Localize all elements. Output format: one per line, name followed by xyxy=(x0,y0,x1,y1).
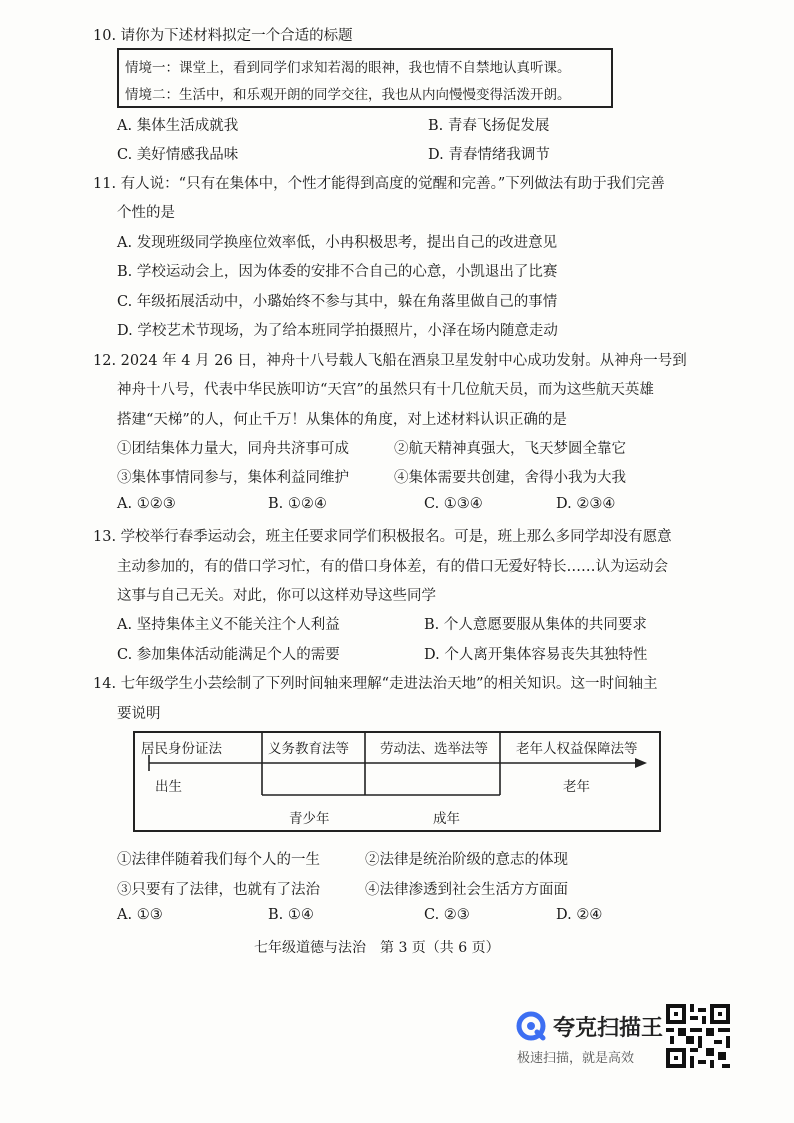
q11-stem-line2: 个性的是 xyxy=(117,205,175,221)
page-footer: 七年级道德与法治 第 3 页（共 6 页） xyxy=(254,940,500,956)
q14-option-d: D. ②④ xyxy=(556,907,603,923)
q12-option-a: A. ①②③ xyxy=(117,496,176,512)
q11-option-d: D. 学校艺术节现场，为了给本班同学拍摄照片，小泽在场内随意走动 xyxy=(117,323,558,339)
q13-option-d: D. 个人离开集体容易丧失其独特性 xyxy=(424,647,648,663)
q12-statement-4: ④集体需要共创建，舍得小我为大我 xyxy=(394,470,626,486)
q11-stem-line1: 11. 有人说：“只有在集体中，个性才能得到高度的觉醒和完善。”下列做法有助于我们完善 xyxy=(93,176,665,192)
q12-statement-1: ①团结集体力量大，同舟共济事可成 xyxy=(117,441,349,457)
q12-option-b: B. ①②④ xyxy=(268,496,327,512)
q10-stem: 10. 请你为下述材料拟定一个合适的标题 xyxy=(93,28,353,44)
q14-statement-1: ①法律伴随着我们每个人的一生 xyxy=(117,852,320,868)
q14-stem-line1: 14. 七年级学生小芸绘制了下列时间轴来理解“走进法治天地”的相关知识。这一时间轴主 xyxy=(93,676,658,692)
timeline-law-1: 居民身份证法 xyxy=(141,741,222,757)
q11-option-a: A. 发现班级同学换座位效率低，小冉积极思考，提出自己的改进意见 xyxy=(117,235,558,251)
q11-option-c: C. 年级拓展活动中，小璐始终不参与其中，躲在角落里做自己的事情 xyxy=(117,294,558,310)
q12-option-c: C. ①③④ xyxy=(424,496,483,512)
q14-statement-4: ④法律渗透到社会生活方方面面 xyxy=(365,882,568,898)
q10-option-d: D. 青春情绪我调节 xyxy=(428,147,550,163)
qr-code-icon xyxy=(666,1004,730,1068)
q14-statement-2: ②法律是统治阶级的意志的体现 xyxy=(365,852,568,868)
q12-stem-line1: 12. 2024 年 4 月 26 日，神舟十八号载人飞船在酒泉卫星发射中心成功发射。从神舟一号到 xyxy=(93,353,687,369)
timeline-law-4: 老年人权益保障法等 xyxy=(516,741,638,757)
q13-stem-line3: 这事与自己无关。对此，你可以这样劝导这些同学 xyxy=(117,588,436,604)
q13-stem-line1: 13. 学校举行春季运动会，班主任要求同学们积极报名。可是，班上那么多同学却没有愿意 xyxy=(93,529,672,545)
q13-stem-line2: 主动参加的，有的借口学习忙，有的借口身体差，有的借口无爱好特长……认为运动会 xyxy=(117,559,668,575)
timeline-arrow xyxy=(635,758,647,768)
q13-option-b: B. 个人意愿要服从集体的共同要求 xyxy=(424,617,647,633)
q10-option-b: B. 青春飞扬促发展 xyxy=(428,118,550,134)
scanner-slogan: 极速扫描，就是高效 xyxy=(517,1051,635,1066)
timeline-stage-birth: 出生 xyxy=(155,779,182,795)
q13-option-c: C. 参加集体活动能满足个人的需要 xyxy=(117,647,340,663)
timeline-stage-old-age: 老年 xyxy=(563,779,590,795)
scanner-logo-icon xyxy=(515,1010,547,1042)
q12-statement-3: ③集体事情同参与，集体利益同维护 xyxy=(117,470,349,486)
q10-option-a: A. 集体生活成就我 xyxy=(117,118,239,134)
q14-statement-3: ③只要有了法律，也就有了法治 xyxy=(117,882,320,898)
q12-option-d: D. ②③④ xyxy=(556,496,616,512)
q10-box-line1: 情境一：课堂上，看到同学们求知若渴的眼神，我也情不自禁地认真听课。 xyxy=(125,60,571,76)
q14-option-c: C. ②③ xyxy=(424,907,470,923)
q14-timeline-diagram xyxy=(133,731,661,832)
q10-option-c: C. 美好情感我品味 xyxy=(117,147,239,163)
q14-stem-line2: 要说明 xyxy=(117,706,161,722)
scanner-brand: 夸克扫描王 xyxy=(553,1016,664,1041)
timeline-stage-adult: 成年 xyxy=(433,811,460,827)
q14-option-a: A. ①③ xyxy=(117,907,163,923)
q11-option-b: B. 学校运动会上，因为体委的安排不合自己的心意，小凯退出了比赛 xyxy=(117,264,558,280)
q12-statement-2: ②航天精神真强大，飞天梦圆全靠它 xyxy=(394,441,626,457)
timeline-law-2: 义务教育法等 xyxy=(268,741,349,757)
timeline-stage-youth: 青少年 xyxy=(289,811,330,827)
q10-box-line2: 情境二：生活中，和乐观开朗的同学交往，我也从内向慢慢变得活泼开朗。 xyxy=(125,87,571,103)
q10-material-box xyxy=(117,48,613,108)
q14-option-b: B. ①④ xyxy=(268,907,314,923)
q13-option-a: A. 坚持集体主义不能关注个人利益 xyxy=(117,617,340,633)
q12-stem-line3: 搭建“天梯”的人，何止千万！从集体的角度，对上述材料认识正确的是 xyxy=(117,412,567,428)
timeline-law-3: 劳动法、选举法等 xyxy=(380,741,488,757)
q12-stem-line2: 神舟十八号，代表中华民族叩访“天宫”的虽然只有十几位航天员，而为这些航天英雄 xyxy=(117,382,654,398)
